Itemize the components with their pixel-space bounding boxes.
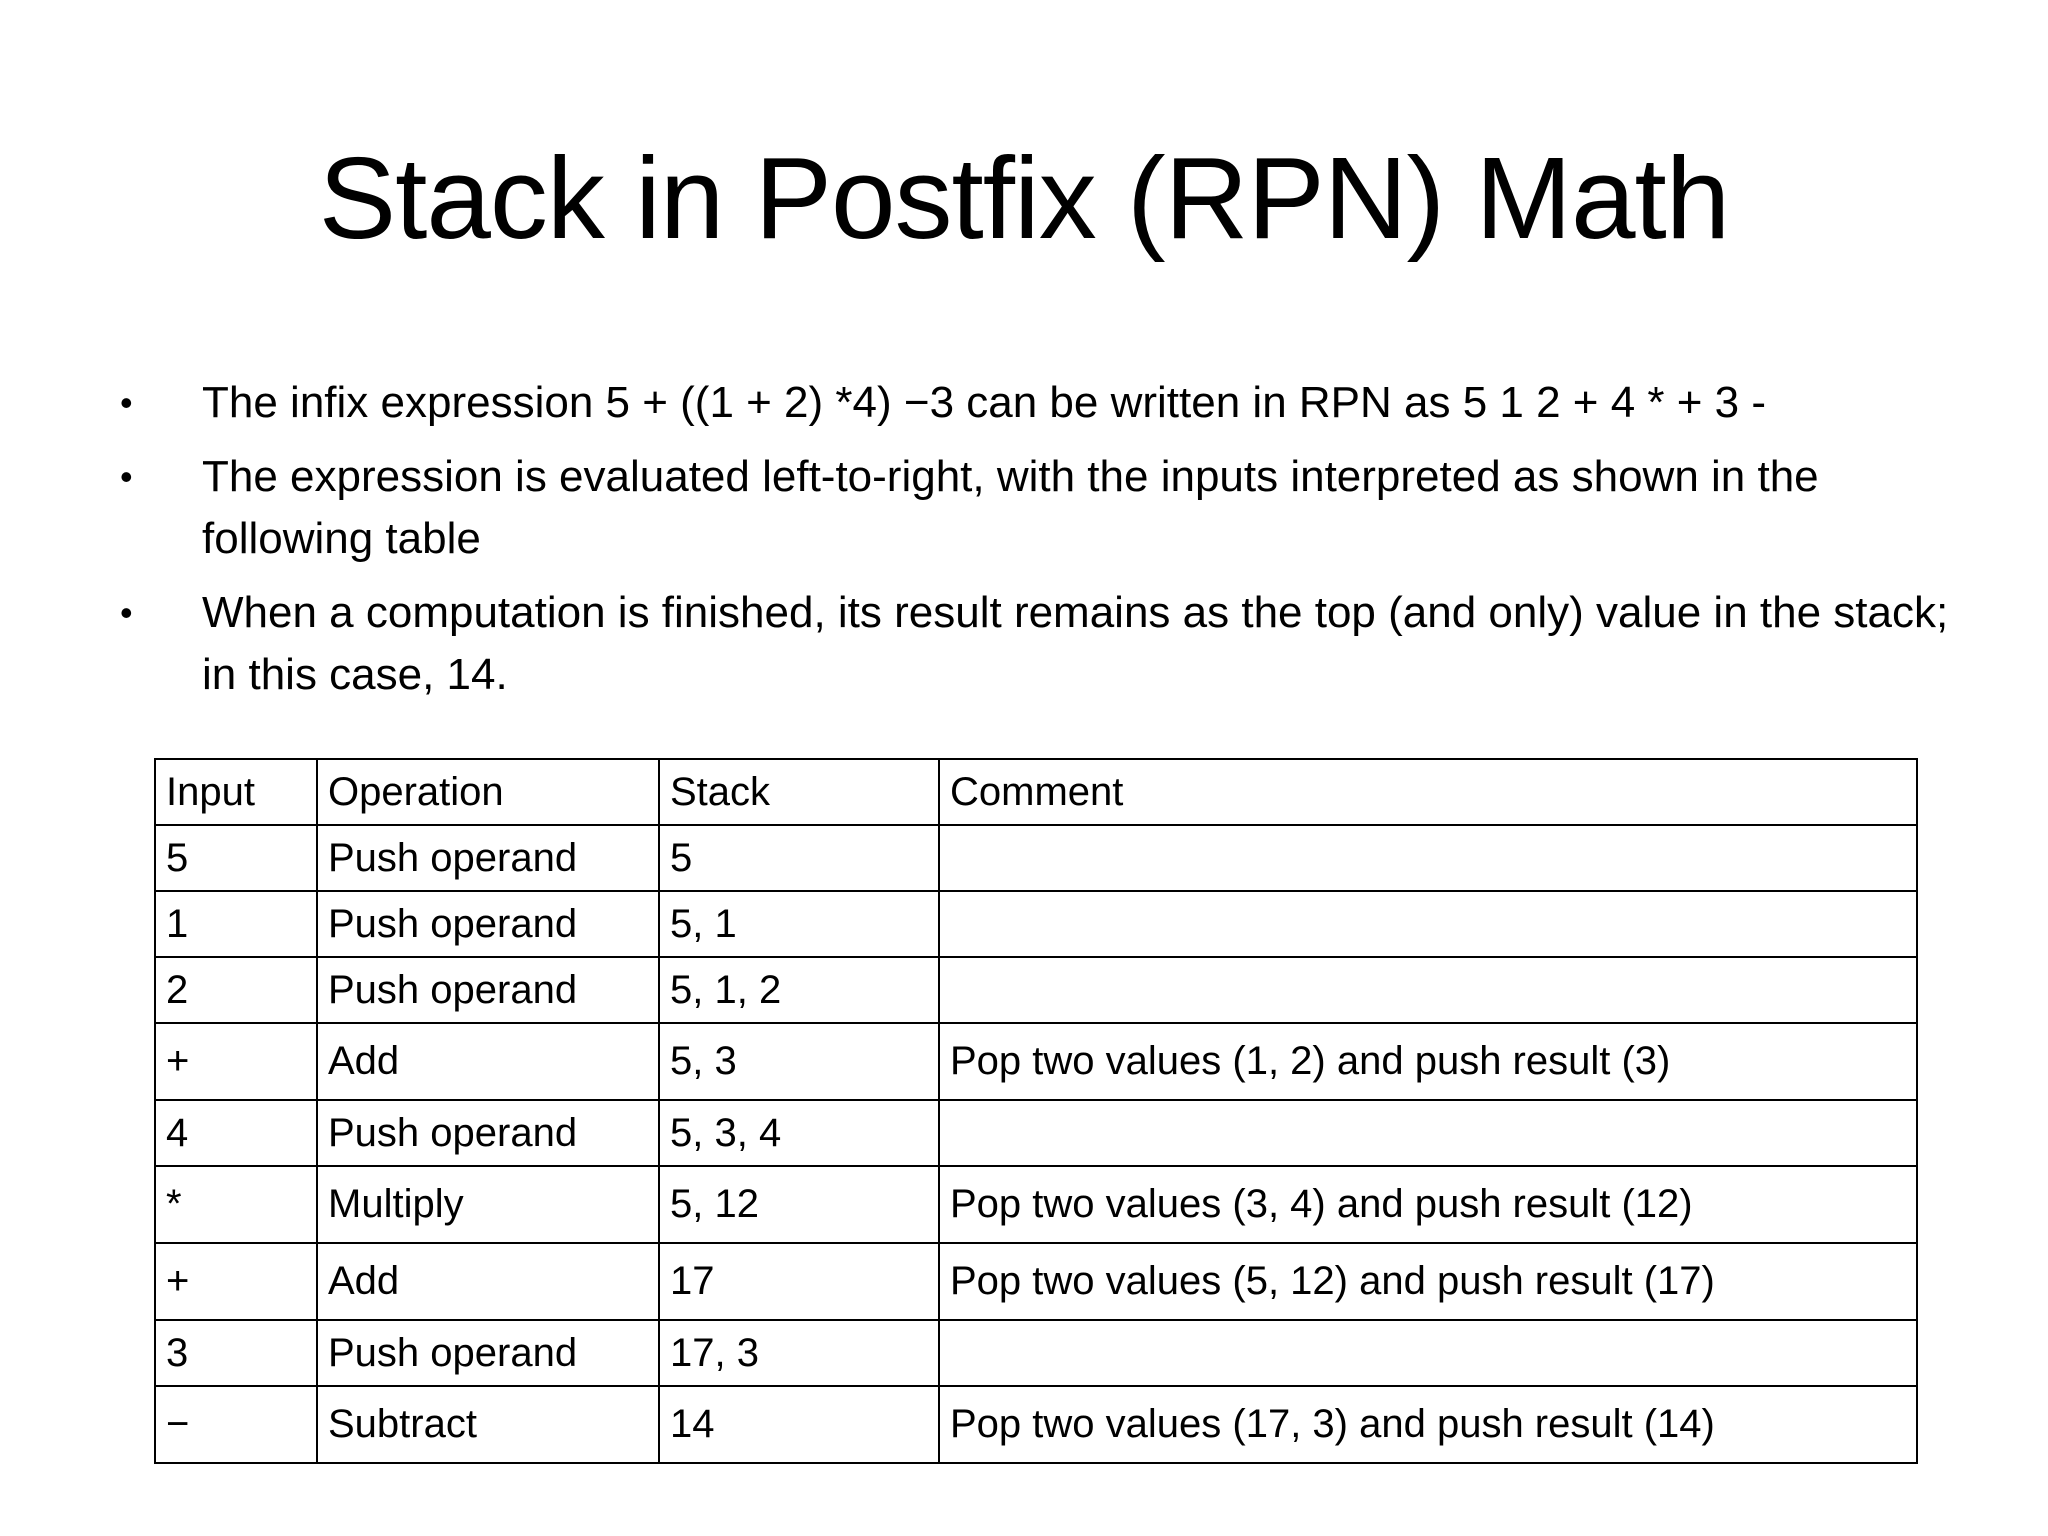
cell-comment [939, 891, 1917, 957]
cell-stack: 17 [659, 1243, 939, 1320]
table-row [155, 1100, 1917, 1166]
cell-stack: 5, 3 [659, 1023, 939, 1100]
cell-comment [939, 1100, 1917, 1166]
cell-operation: Subtract [317, 1386, 659, 1463]
cell-stack: 5, 1 [659, 891, 939, 957]
cell-comment: Pop two values (5, 12) and push result (17) [939, 1243, 1917, 1320]
table-header-row [155, 759, 1917, 825]
cell-comment [939, 957, 1917, 1023]
cell-stack: 5 [659, 825, 939, 891]
cell-comment: Pop two values (3, 4) and push result (12) [939, 1166, 1917, 1243]
column-header-stack: Stack [659, 759, 939, 825]
bullet-icon: • [120, 456, 133, 497]
rpn-evaluation-table [154, 758, 1918, 1464]
cell-stack: 14 [659, 1386, 939, 1463]
cell-stack: 5, 1, 2 [659, 957, 939, 1023]
table-row [155, 1166, 1917, 1243]
cell-operation: Push operand [317, 1320, 659, 1386]
cell-operation: Push operand [317, 957, 659, 1023]
cell-comment: Pop two values (1, 2) and push result (3) [939, 1023, 1917, 1100]
cell-input: 1 [155, 891, 317, 957]
cell-input: − [155, 1386, 317, 1463]
cell-input: 3 [155, 1320, 317, 1386]
cell-operation: Push operand [317, 1100, 659, 1166]
bullet-icon: • [120, 592, 133, 633]
bullet-item [120, 372, 1950, 434]
bullet-text: The expression is evaluated left-to-right, with the inputs interpreted as shown in the following table [202, 452, 1819, 563]
cell-input: 2 [155, 957, 317, 1023]
table-row [155, 1243, 1917, 1320]
table-row [155, 825, 1917, 891]
cell-input: 5 [155, 825, 317, 891]
bullet-text: When a computation is finished, its result remains as the top (and only) value in the stack; in this case, 14. [202, 588, 1949, 699]
column-header-operation: Operation [317, 759, 659, 825]
cell-input: + [155, 1243, 317, 1320]
cell-stack: 17, 3 [659, 1320, 939, 1386]
table-row [155, 1023, 1917, 1100]
table-row [155, 891, 1917, 957]
column-header-comment: Comment [939, 759, 1917, 825]
bullet-list [120, 372, 1950, 718]
cell-stack: 5, 12 [659, 1166, 939, 1243]
table-row [155, 957, 1917, 1023]
table-row [155, 1386, 1917, 1463]
cell-input: + [155, 1023, 317, 1100]
slide-title: Stack in Postfix (RPN) Math [318, 133, 1730, 263]
bullet-icon: • [120, 382, 133, 423]
bullet-item [120, 582, 1950, 706]
cell-stack: 5, 3, 4 [659, 1100, 939, 1166]
cell-operation: Multiply [317, 1166, 659, 1243]
table-row [155, 1320, 1917, 1386]
cell-comment: Pop two values (17, 3) and push result (14) [939, 1386, 1917, 1463]
cell-operation: Add [317, 1243, 659, 1320]
bullet-item [120, 446, 1950, 570]
cell-input: 4 [155, 1100, 317, 1166]
cell-comment [939, 825, 1917, 891]
bullet-text: The infix expression 5 + ((1 + 2) *4) −3 can be written in RPN as 5 1 2 + 4 * + 3 - [202, 378, 1767, 427]
cell-operation: Add [317, 1023, 659, 1100]
cell-comment [939, 1320, 1917, 1386]
cell-operation: Push operand [317, 891, 659, 957]
cell-operation: Push operand [317, 825, 659, 891]
column-header-input: Input [155, 759, 317, 825]
cell-input: * [155, 1166, 317, 1243]
